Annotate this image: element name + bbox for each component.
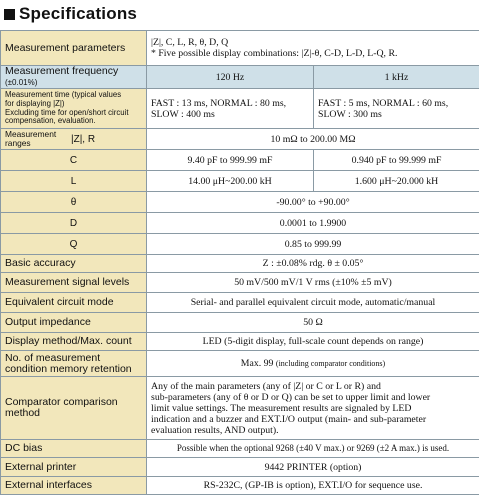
time-label-line4: compensation, evaluation.: [5, 116, 96, 126]
comparator-line3: limit value settings. The measurement results are signaled by LED: [151, 402, 412, 414]
bullet-square-icon: [4, 9, 15, 20]
time-120-line1: FAST : 13 ms, NORMAL : 80 ms,: [151, 97, 287, 109]
memory-label-line2: condition memory retention: [5, 362, 132, 375]
row-dc-bias: [1, 440, 479, 458]
value-params-line2: * Five possible display combinations: |Z|-θ, C-D, L-D, L-Q, R.: [151, 48, 398, 59]
value-q: 0.85 to 999.99: [147, 234, 479, 255]
label-q: Q: [1, 234, 147, 255]
row-measurement-ranges: [1, 129, 479, 150]
ranges-label-line1: Measurement: [5, 129, 57, 140]
label-external-interfaces: External interfaces: [1, 477, 147, 495]
label-external-printer: External printer: [1, 458, 147, 477]
time-1k-line1: FAST : 5 ms, NORMAL : 60 ms,: [318, 97, 449, 109]
freq-120hz-header: 120 Hz: [147, 66, 314, 89]
row-theta: [1, 192, 479, 213]
row-c: [1, 150, 479, 171]
memory-value: Max. 99: [240, 358, 274, 369]
time-1k-line2: SLOW : 300 ms: [318, 108, 382, 120]
value-external-interfaces: RS-232C, (GP-IB is option), EXT.I/O for sequence use.: [147, 477, 479, 495]
row-measurement-parameters: [1, 31, 479, 66]
comparator-line4: indication and a buzzer and EXT.I/O output (main- and sub-parameter: [151, 413, 427, 425]
comparator-label-line2: method: [5, 407, 41, 419]
spec-table: [0, 30, 479, 495]
row-comparator: [1, 377, 479, 440]
value-c-1khz: 0.940 pF to 99.999 mF: [314, 150, 479, 171]
ranges-label-line2: ranges: [5, 138, 31, 148]
label-c: C: [1, 150, 147, 171]
memory-value-note: (including comparator conditions): [275, 359, 386, 368]
comparator-label-line1: Comparator comparison: [5, 396, 118, 408]
row-measurement-time: [1, 89, 479, 129]
value-l-120hz: 14.00 μH~200.00 kH: [147, 171, 314, 192]
comparator-line1: Any of the main parameters (any of |Z| or C or L or R) and: [151, 380, 381, 392]
value-d: 0.0001 to 1.9900: [147, 213, 479, 234]
label-dc-bias: DC bias: [1, 440, 147, 458]
row-equivalent-circuit: [1, 293, 479, 313]
label-output-impedance: Output impedance: [1, 313, 147, 333]
time-label-line1: Measurement time (typical values: [5, 90, 122, 100]
label-basic-accuracy: Basic accuracy: [1, 255, 147, 273]
label-comparator: [1, 377, 147, 440]
value-params-line1: |Z|, C, L, R, θ, D, Q: [151, 37, 229, 48]
value-l-1khz: 1.600 μH~20.000 kH: [314, 171, 479, 192]
row-external-printer: [1, 458, 479, 477]
value-measurement-parameters: [147, 31, 479, 66]
row-q: [1, 234, 479, 255]
freq-1khz-header: 1 kHz: [314, 66, 479, 89]
value-basic-accuracy: Z : ±0.08% rdg. θ ± 0.05°: [147, 255, 479, 273]
label-measurement-time: [1, 89, 147, 129]
value-theta: -90.00° to +90.00°: [147, 192, 479, 213]
value-c-120hz: 9.40 pF to 999.99 mF: [147, 150, 314, 171]
value-time-1khz: [314, 89, 479, 129]
ranges-label: [5, 130, 65, 147]
value-signal-levels: 50 mV/500 mV/1 V rms (±10% ±5 mV): [147, 273, 479, 293]
memory-label-line1: No. of measurement: [5, 351, 101, 364]
value-memory-retention: [147, 351, 479, 377]
row-output-impedance: [1, 313, 479, 333]
row-external-interfaces: [1, 477, 479, 495]
freq-label-text: Measurement frequency: [5, 65, 119, 77]
label-l: L: [1, 171, 147, 192]
row-measurement-frequency: [1, 66, 479, 89]
freq-label-tolerance: (±0.01%): [5, 78, 38, 87]
value-equivalent-circuit: Serial- and parallel equivalent circuit mode, automatic/manual: [147, 293, 479, 313]
label-equivalent-circuit: Equivalent circuit mode: [1, 293, 147, 313]
label-signal-levels: Measurement signal levels: [1, 273, 147, 293]
page-title: Specifications: [19, 4, 138, 23]
value-ranges-z-r: 10 mΩ to 200.00 MΩ: [147, 129, 479, 150]
row-signal-levels: [1, 273, 479, 293]
comparator-line5: evaluation results, AND output).: [151, 424, 279, 436]
label-measurement-parameters: Measurement parameters: [1, 31, 147, 66]
label-display-method: Display method/Max. count: [1, 333, 147, 351]
page-title-block: [4, 4, 137, 24]
label-memory-retention: [1, 351, 147, 377]
time-label-line2: for displaying |Z|): [5, 98, 65, 108]
label-theta: θ: [1, 192, 147, 213]
row-display-method: [1, 333, 479, 351]
value-dc-bias: Possible when the optional 9268 (±40 V max.) or 9269 (±2 A max.) is used.: [147, 440, 479, 458]
value-external-printer: 9442 PRINTER (option): [147, 458, 479, 477]
comparator-line2: sub-parameters (any of θ or D or Q) can be set to upper limit and lower: [151, 391, 431, 403]
time-label-line3: Excluding time for open/short circuit: [5, 107, 129, 117]
value-output-impedance: 50 Ω: [147, 313, 479, 333]
value-time-120hz: [147, 89, 314, 129]
value-display-method: LED (5-digit display, full-scale count depends on range): [147, 333, 479, 351]
row-l: [1, 171, 479, 192]
row-memory-retention: [1, 351, 479, 377]
label-measurement-ranges: [1, 129, 147, 150]
ranges-sub-label: |Z|, R: [71, 133, 96, 145]
row-d: [1, 213, 479, 234]
label-d: D: [1, 213, 147, 234]
value-comparator: [147, 377, 479, 440]
time-120-line2: SLOW : 400 ms: [151, 108, 215, 120]
row-basic-accuracy: [1, 255, 479, 273]
label-measurement-frequency: [1, 66, 147, 89]
